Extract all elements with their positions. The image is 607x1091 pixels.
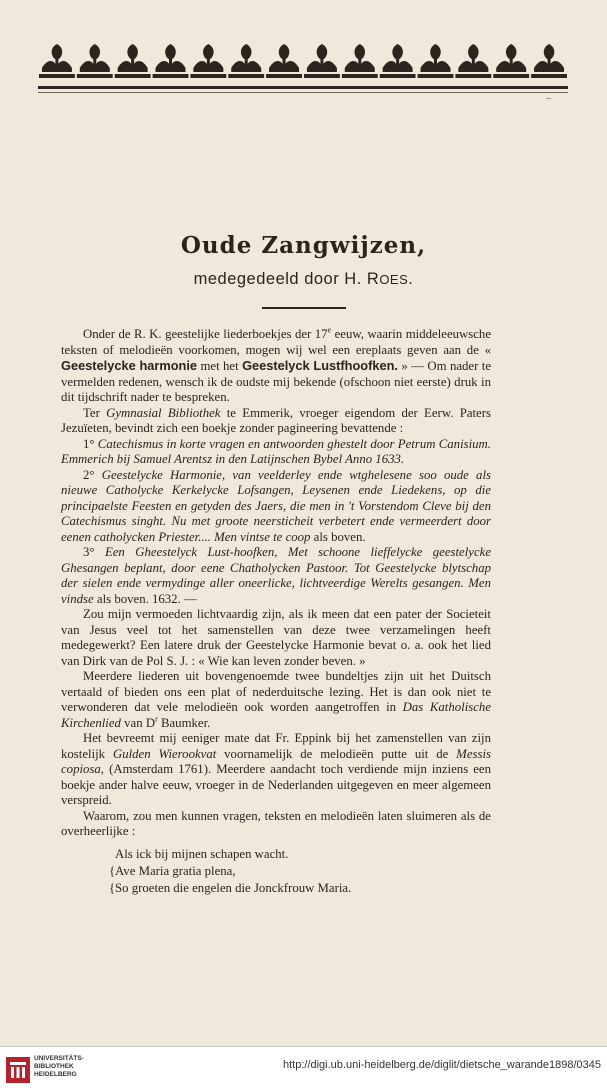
ornament-unit (342, 44, 378, 78)
verse-quote (109, 846, 491, 897)
folio-mark: – (546, 93, 551, 103)
ornament-unit (77, 44, 113, 78)
header-rule-thick (38, 86, 568, 89)
ornament-unit (190, 44, 226, 78)
verse-line: {So groeten die engelen die Jonckfrouw Maria. (109, 880, 352, 895)
article-body (61, 327, 491, 897)
paragraph-9: Waarom, zou men kunnen vragen, teksten en melodieën laten sluimeren als de overheerlijke : (61, 808, 491, 838)
ornament-unit (380, 44, 416, 78)
ornament-unit (115, 44, 151, 78)
paragraph-5: 3° Een Gheestelyck Lust-hoofken, Met schoone lieffelycke geestelycke Ghesangen beplant, door eene Chatholycken Pastoor. Tot Geestelycke blytschap der sielen ende vermydinge aller oneerlicke, lichtveerdige Werelts gesangen. Men vindse als boven. 1632. — (61, 545, 491, 606)
article-title: Oude Zangwijzen, (180, 232, 427, 259)
footer-bar (0, 1046, 607, 1091)
ornament-unit (455, 44, 491, 78)
ornament-unit (418, 44, 454, 78)
title-rule (262, 307, 346, 309)
library-name: UNIVERSITÄTS- BIBLIOTHEK HEIDELBERG (34, 1055, 84, 1078)
verse-line: {Ave Maria gratia plena, (109, 863, 236, 878)
paragraph-4: 2° Geestelycke Harmonie, van veelderley ende wtghelesene soo oude als nieuwe Catholycke Kerkelycke Lofsangen, Leysenen ende Liedekens, op die principaelste Feesten en getyden des Jaers, die men in 't Vorstendom Cleve bij den Catechismus singht. Nu met groote neersticheit verbetert ende vermeerdert door eenen catholycken Priester.... Men vintse te coop als boven. (61, 467, 491, 544)
paragraph-1: Onder de R. K. geestelijke liederboekjes der 17e eeuw, waarin middeleeuwsche teksten of melodieën voorkomen, mogen wij wel een ereplaats geven aan de « Geestelycke harmonie met het Geestelyck Lustfhoofken. » — Om nader te vermelden redenen, wensch ik de oudste mij bekende (ofschoon niet eerste) druk in dit tijdschrift nader te bespreken. (61, 325, 491, 404)
paragraph-8: Het bevreemt mij eeniger mate dat Fr. Eppink bij het zamenstellen van zijn kostelijk Gulden Wierookvat voornamelijk de melodieën putte uit de Messis copiosa, (Amsterdam 1761). Meerdere aandacht toch verdiende mijn inziens een boekje ander halve eeuw, vroeger in de Nederlanden uitgegeven en meer algemeen verspreid. (61, 731, 491, 807)
paragraph-6: Zou mijn vermoeden lichtvaardig zijn, als ik meen dat een pater der Societeit van Jesus veel tot het samenstellen van deze twee verzamelingen heeft medegewerkt? Een latere druk der Geestelycke Harmonie bevat o. a. ook het lied van Dirk van de Pol S. J. : « Wie kan leven zonder beven. » (61, 607, 491, 668)
ornament-unit (266, 44, 302, 78)
library-logo-icon (6, 1057, 30, 1083)
ornament-unit (228, 44, 264, 78)
source-link[interactable]: http://digi.ub.uni-heidelberg.de/diglit/dietsche_warande1898/0345 (282, 1059, 601, 1071)
article-subtitle: medegedeeld door H. ROES. (193, 270, 414, 288)
ornament-unit (153, 44, 189, 78)
paragraph-3: 1° Catechismus in korte vragen en antwoorden ghestelt door Petrum Canisium. Emmerich bij Samuel Arentsz in den Latijnschen Bybel Anno 1633. (61, 436, 491, 466)
ornament-unit (531, 44, 567, 78)
paragraph-2: Ter Gymnasial Bibliothek te Emmerik, vroeger eigendom der Eerw. Paters Jezuïeten, bevindt zich een boekje zonder pagineering bevattende : (61, 405, 491, 435)
ornament-unit (39, 44, 75, 78)
paragraph-7: Meerdere liederen uit bovengenoemde twee bundeltjes zijn uit het Duitsch vertaald of bieden ons een plat of nederduitsche lezing. Het is dan ook niet te verwonderen dat vele melodieën ook worden aangetroffen in Das Katholische Kirchenlied van $D^r$ Baumker. (61, 669, 491, 730)
ornament-unit (304, 44, 340, 78)
floral-border-icon (38, 40, 568, 80)
ornament-unit (493, 44, 529, 78)
header-rule-thin (38, 92, 568, 93)
verse-line: Als ick bij mijnen schapen wacht. (115, 846, 289, 861)
